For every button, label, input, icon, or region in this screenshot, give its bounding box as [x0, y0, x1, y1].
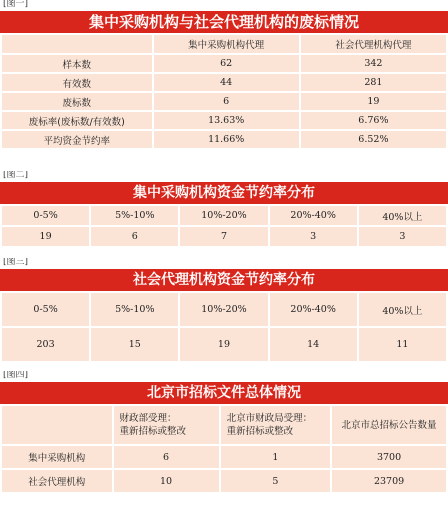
row-label: 废标率(废标数/有效数) — [2, 112, 152, 129]
row-label: 有效数 — [2, 74, 152, 91]
figure-1 — [0, 0, 448, 157]
column-header: 集中采购机构代理 — [154, 35, 299, 53]
table-cell: 6 — [114, 446, 219, 468]
table-cell: 62 — [154, 55, 299, 72]
value-cell: 3 — [359, 227, 446, 246]
table-row — [2, 74, 446, 91]
category-cell: 0-5% — [2, 206, 89, 225]
column-header: 北京市财政局受理： 重新招标或整改 — [221, 406, 331, 444]
category-cell: 20%-40% — [270, 206, 357, 225]
figure-2-label: [图二] — [3, 171, 29, 180]
table-cell: 6 — [154, 93, 299, 110]
table-header-row — [2, 35, 446, 53]
row-label: 样本数 — [2, 55, 152, 72]
table-header-row — [2, 293, 446, 326]
column-header: 北京市总招标公告数量 — [332, 406, 446, 444]
table-row — [2, 131, 446, 148]
table-cell: 10 — [114, 470, 219, 492]
figure-1-table — [0, 33, 448, 150]
category-cell: 5%-10% — [91, 293, 178, 326]
category-cell: 10%-20% — [180, 293, 267, 326]
table-row — [2, 470, 446, 492]
figure-3-title: 社会代理机构资金节约率分布 — [0, 269, 448, 291]
table-row — [2, 112, 446, 129]
table-cell: 23709 — [332, 470, 446, 492]
table-row — [2, 55, 446, 72]
figure-4-title: 北京市招标文件总体情况 — [0, 382, 448, 404]
table-row — [2, 93, 446, 110]
table-cell: 342 — [301, 55, 446, 72]
table-cell: 3700 — [332, 446, 446, 468]
row-label: 集中采购机构 — [2, 446, 112, 468]
table-cell: 1 — [221, 446, 331, 468]
category-cell: 0-5% — [2, 293, 89, 326]
table-row — [2, 446, 446, 468]
category-cell: 40%以上 — [359, 293, 446, 326]
figure-3-label: [图三] — [3, 258, 29, 267]
table-cell: 6.52% — [301, 131, 446, 148]
figure-3 — [0, 258, 448, 363]
value-cell: 15 — [91, 328, 178, 361]
table-cell: 44 — [154, 74, 299, 91]
table-cell: 19 — [301, 93, 446, 110]
value-cell: 7 — [180, 227, 267, 246]
value-cell: 3 — [270, 227, 357, 246]
column-header: 社会代理机构代理 — [301, 35, 446, 53]
category-cell: 40%以上 — [359, 206, 446, 225]
row-label: 平均资金节约率 — [2, 131, 152, 148]
figure-1-title: 集中采购机构与社会代理机构的废标情况 — [0, 11, 448, 33]
corner-cell — [2, 406, 112, 444]
figure-3-table — [0, 291, 448, 363]
table-cell: 11.66% — [154, 131, 299, 148]
column-header: 财政部受理： 重新招标或整改 — [114, 406, 219, 444]
category-cell: 20%-40% — [270, 293, 357, 326]
figure-2-table — [0, 204, 448, 248]
figure-4-table — [0, 404, 448, 494]
corner-cell — [2, 35, 152, 53]
category-cell: 5%-10% — [91, 206, 178, 225]
table-cell: 13.63% — [154, 112, 299, 129]
value-cell: 14 — [270, 328, 357, 361]
value-cell: 203 — [2, 328, 89, 361]
figure-2 — [0, 171, 448, 248]
row-label: 社会代理机构 — [2, 470, 112, 492]
figure-4 — [0, 371, 448, 494]
table-cell: 281 — [301, 74, 446, 91]
category-cell: 10%-20% — [180, 206, 267, 225]
row-label: 废标数 — [2, 93, 152, 110]
figure-1-label: [图一] — [3, 0, 29, 9]
value-cell: 19 — [2, 227, 89, 246]
value-cell: 11 — [359, 328, 446, 361]
table-cell: 5 — [221, 470, 331, 492]
figure-4-label: [图四] — [3, 371, 29, 380]
figure-2-title: 集中采购机构资金节约率分布 — [0, 182, 448, 204]
table-header-row — [2, 206, 446, 225]
table-header-row — [2, 406, 446, 444]
value-cell: 6 — [91, 227, 178, 246]
table-row — [2, 227, 446, 246]
table-cell: 6.76% — [301, 112, 446, 129]
value-cell: 19 — [180, 328, 267, 361]
table-row — [2, 328, 446, 361]
